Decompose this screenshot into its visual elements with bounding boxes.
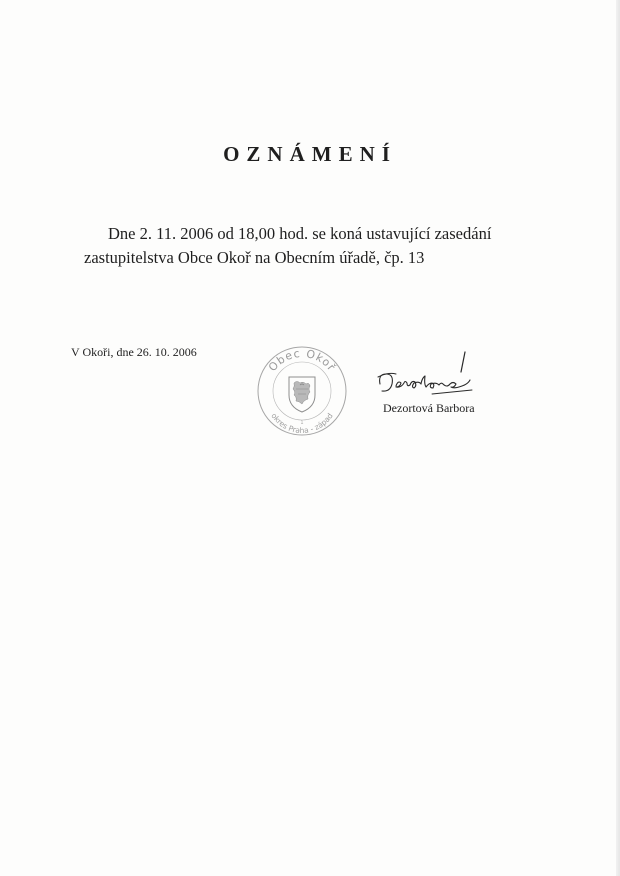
stamp-top-text: Obec Okoř: [265, 346, 339, 375]
announcement-body: [84, 222, 544, 270]
coat-of-arms-icon: [289, 377, 315, 412]
signer-name: Dezortová Barbora: [383, 401, 475, 415]
stamp-bottom-text: okres Praha - západ: [269, 411, 335, 436]
place-and-date: V Okoři, dne 26. 10. 2006: [71, 345, 197, 359]
announcement-line-1: Dne 2. 11. 2006 od 18,00 hod. se koná ustavující zasedání: [108, 224, 492, 243]
svg-text:1: 1: [300, 420, 304, 426]
announcement-line-2: zastupitelstva Obce Okoř na Obecním úřadě, čp. 13: [84, 248, 425, 267]
document-title: OZNÁMENÍ: [223, 142, 397, 166]
handwritten-signature: [374, 350, 484, 400]
official-stamp: [256, 345, 348, 437]
scan-edge: [616, 0, 620, 876]
